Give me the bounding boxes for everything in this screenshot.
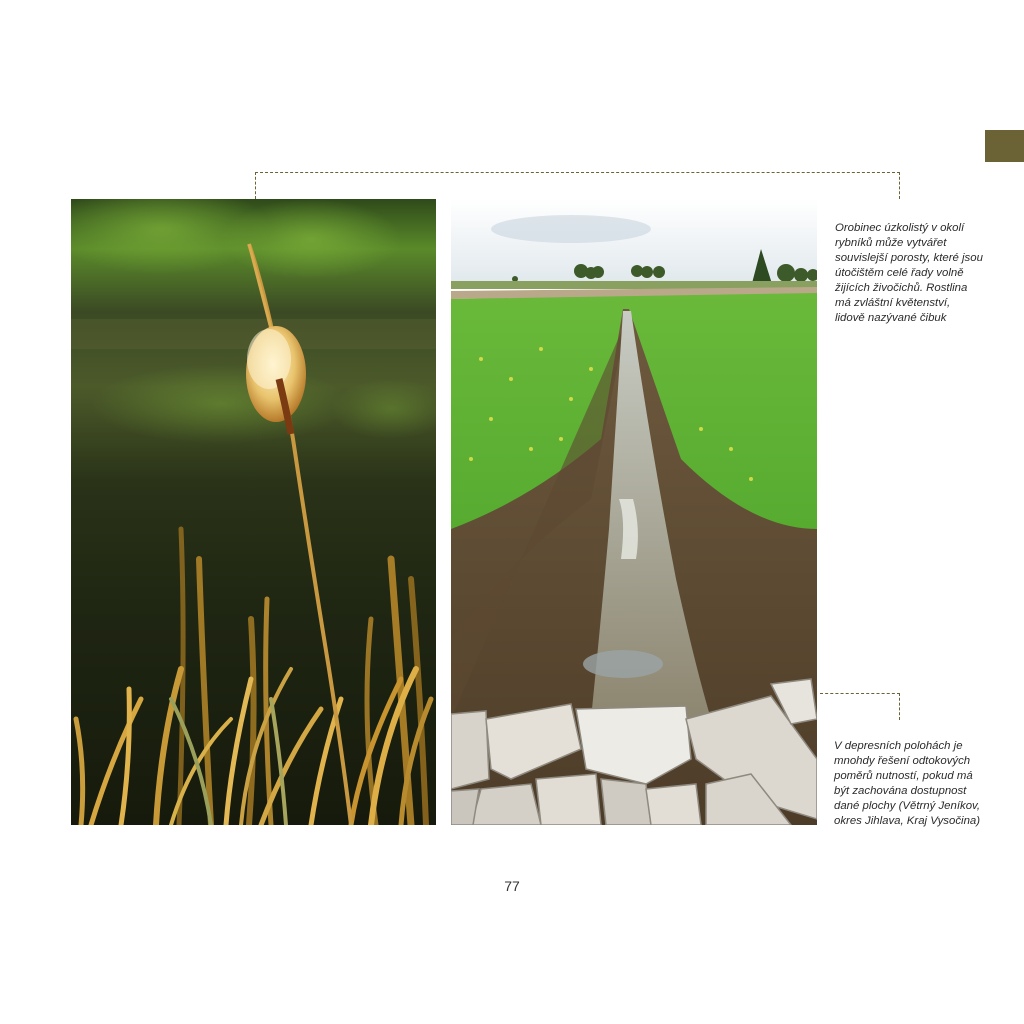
page-number: 77 <box>504 878 520 894</box>
dashed-callout-line-bottom <box>820 693 900 694</box>
dashed-callout-line-left <box>255 172 256 199</box>
dashed-callout-line-bottom-vertical <box>899 693 900 720</box>
chapter-tab-marker <box>985 130 1024 162</box>
photo-caption-ditch: V depresních polohách je mnohdy řešení odtokových poměrů nutností, pokud má být zachována dostupnost dané plochy (Větrný Jeníkov, okres Jihlava, Kraj Vysočina) <box>834 740 981 827</box>
dashed-callout-line-top <box>255 172 900 173</box>
dashed-callout-line-right <box>899 172 900 199</box>
cattail-photo <box>71 199 436 825</box>
photo-caption-cattail: Orobinec úzkolistý v okolí rybníků může vytvářet souvislejší porosty, které jsou útočištěm celé řady volně žijících živočichů. Rostlina má zvláštní květenství, lidově nazývané čibuk <box>835 222 983 324</box>
drainage-ditch-photo <box>451 199 817 825</box>
